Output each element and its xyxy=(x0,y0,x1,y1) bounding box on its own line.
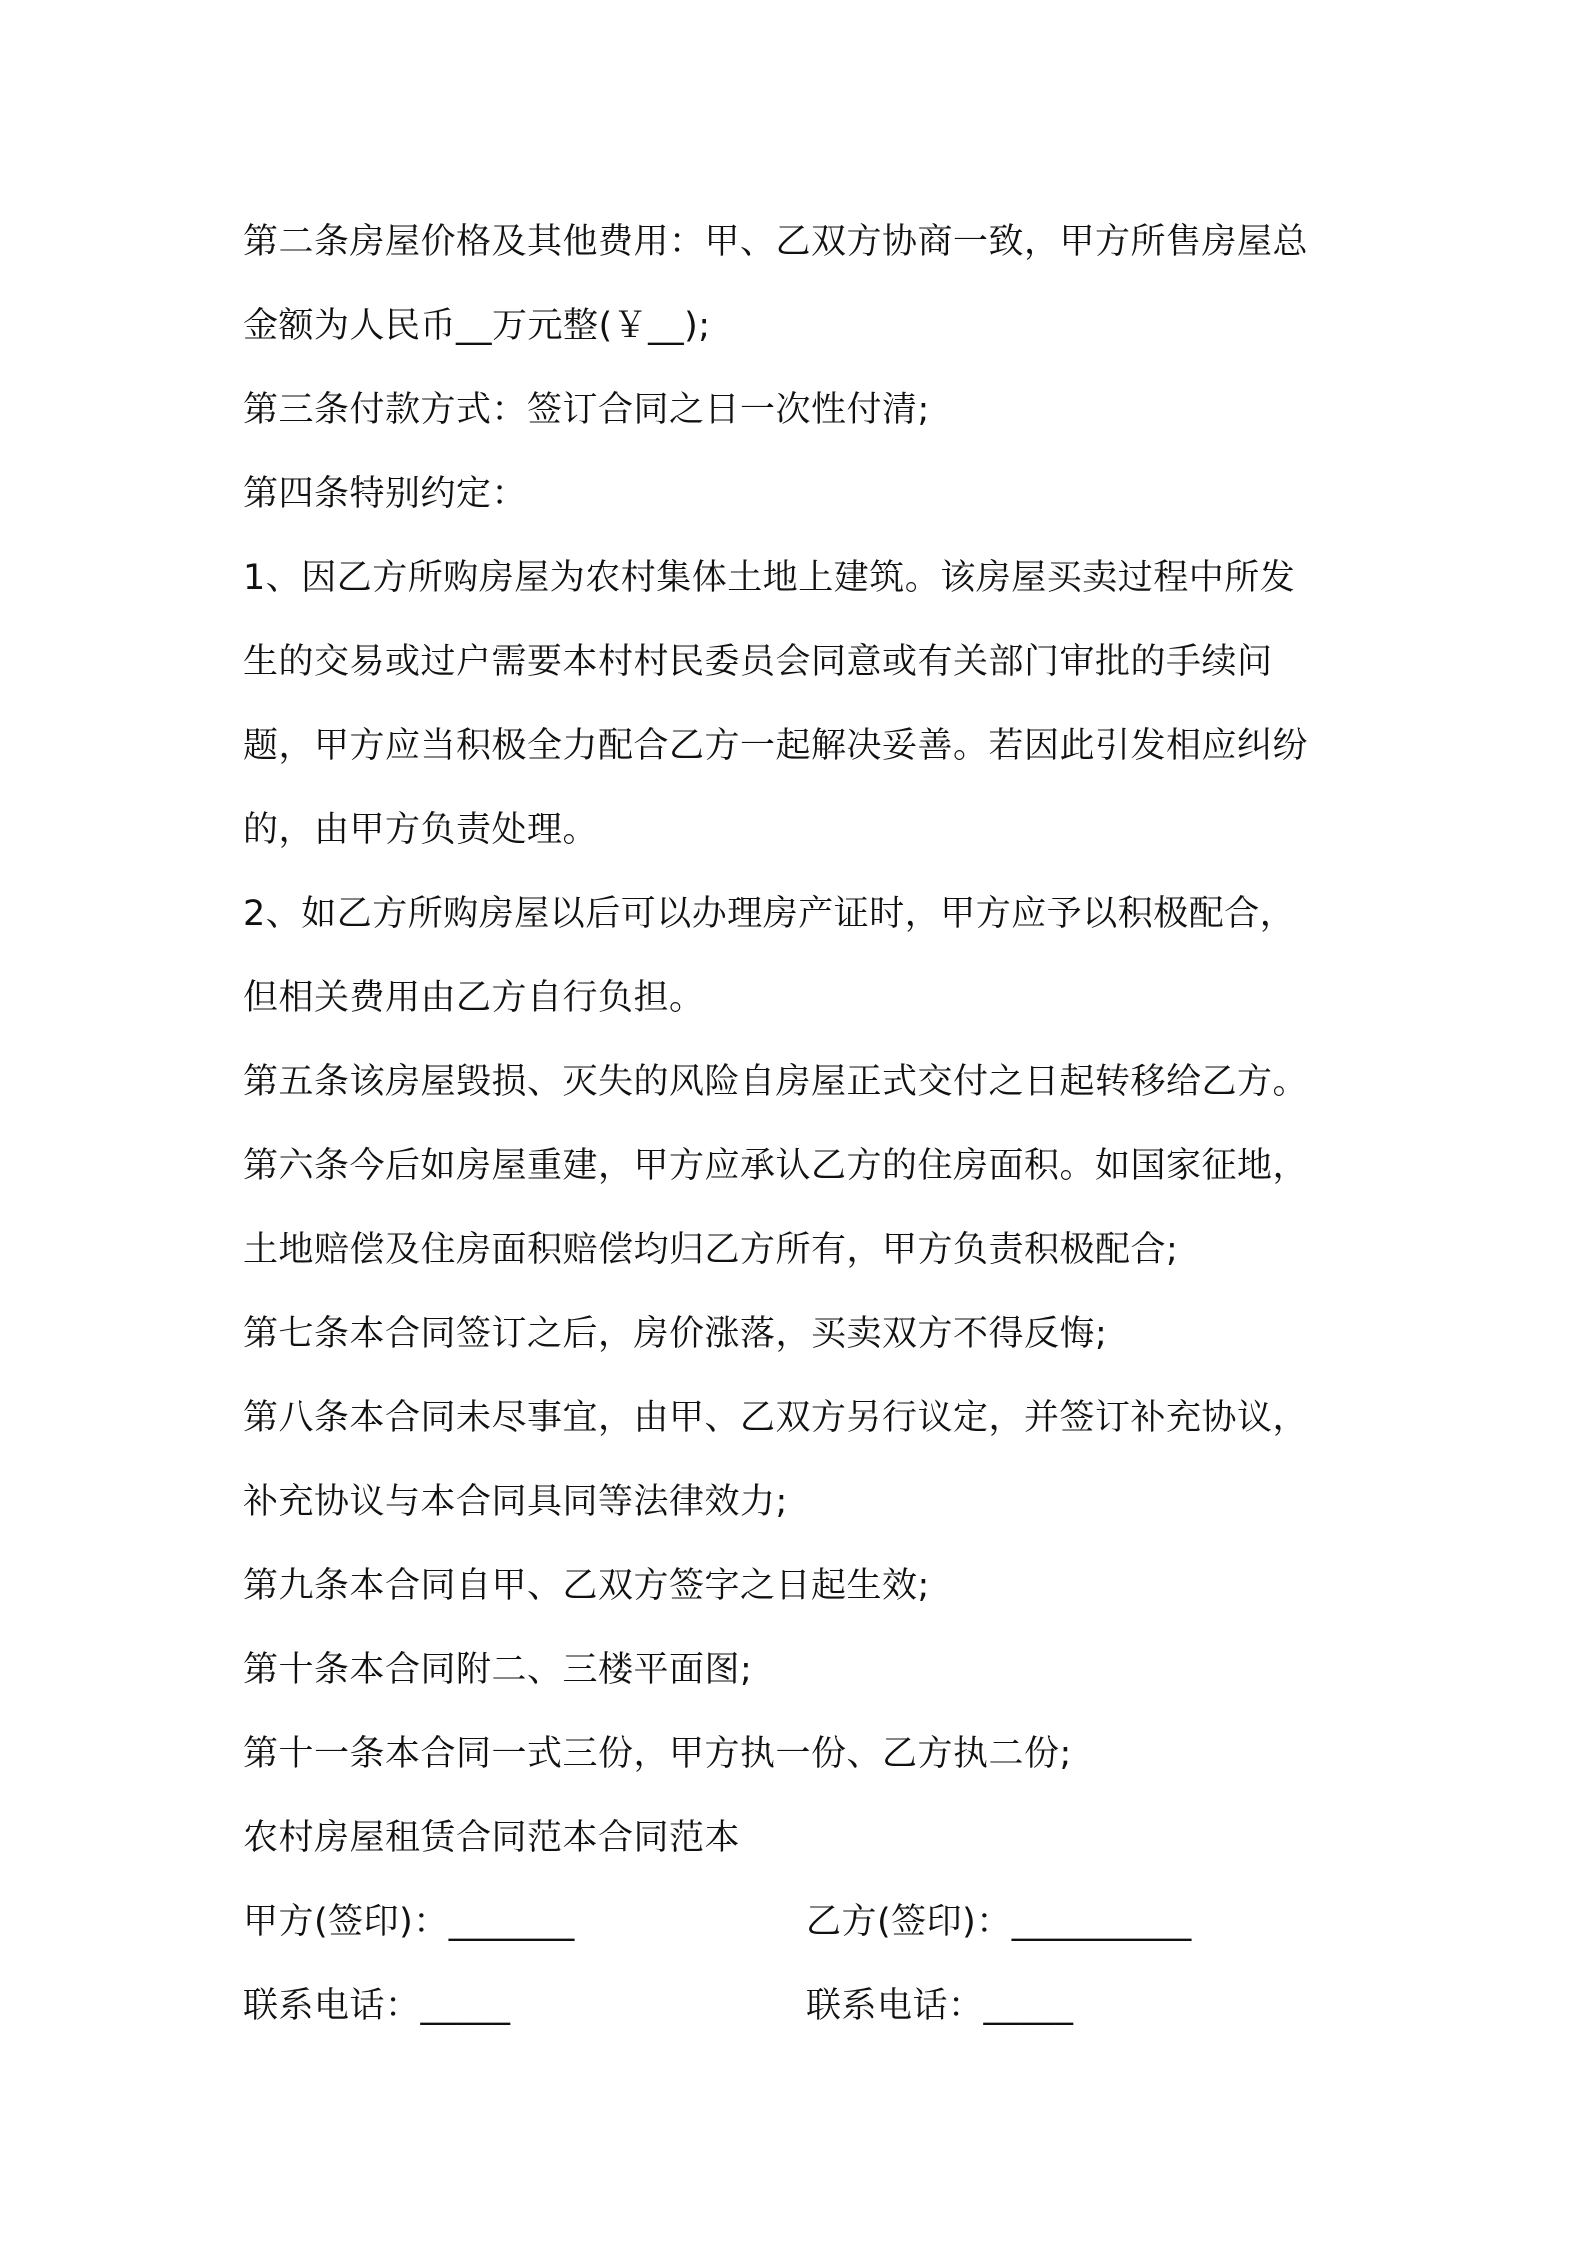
document-body xyxy=(243,200,1358,2048)
paragraph-line: 第六条今后如房屋重建，甲方应承认乙方的住房面积。如国家征地， xyxy=(243,1146,1309,1186)
party-b-phone: 联系电话：_____ xyxy=(806,1986,1074,2026)
paragraph-line: 第七条本合同签订之后，房价涨落，买卖双方不得反悔; xyxy=(243,1314,1108,1354)
paragraph-line: 第八条本合同未尽事宜，由甲、乙双方另行议定，并签订补充协议， xyxy=(243,1398,1309,1438)
paragraph-line: 第三条付款方式：签订合同之日一次性付清; xyxy=(243,390,930,430)
paragraph-line: 金额为人民币__万元整(￥__); xyxy=(243,306,711,346)
paragraph-line: 补充协议与本合同具同等法律效力; xyxy=(243,1482,788,1522)
paragraph-line: 1、因乙方所购房屋为农村集体土地上建筑。该房屋买卖过程中所发 xyxy=(243,558,1296,598)
paragraph-line: 的，由甲方负责处理。 xyxy=(243,810,599,850)
party-b-signature: 乙方(签印)：__________ xyxy=(806,1902,1192,1942)
party-a-signature: 甲方(签印)：_______ xyxy=(243,1902,575,1942)
paragraph-line: 题，甲方应当积极全力配合乙方一起解决妥善。若因此引发相应纠纷 xyxy=(243,726,1309,766)
paragraph-line: 生的交易或过户需要本村村民委员会同意或有关部门审批的手续问 xyxy=(243,642,1273,682)
paragraph-line: 第四条特别约定： xyxy=(243,474,528,514)
paragraph-line: 第九条本合同自甲、乙双方签字之日起生效; xyxy=(243,1566,930,1606)
paragraph-line: 第十条本合同附二、三楼平面图; xyxy=(243,1650,753,1690)
paragraph-line: 第二条房屋价格及其他费用：甲、乙双方协商一致，甲方所售房屋总 xyxy=(243,222,1309,262)
paragraph-line: 但相关费用由乙方自行负担。 xyxy=(243,978,705,1018)
phone-row xyxy=(243,1964,1358,2048)
document-subtitle: 农村房屋租赁合同范本合同范本 xyxy=(243,1818,741,1858)
signature-row xyxy=(243,1880,1358,1964)
paragraph-line: 第十一条本合同一式三份，甲方执一份、乙方执二份; xyxy=(243,1734,1072,1774)
paragraph-line: 2、如乙方所购房屋以后可以办理房产证时，甲方应予以积极配合， xyxy=(243,894,1296,934)
party-a-phone: 联系电话：_____ xyxy=(243,1986,511,2026)
paragraph-line: 土地赔偿及住房面积赔偿均归乙方所有，甲方负责积极配合; xyxy=(243,1230,1179,1270)
paragraph-line: 第五条该房屋毁损、灭失的风险自房屋正式交付之日起转移给乙方。 xyxy=(243,1062,1309,1102)
